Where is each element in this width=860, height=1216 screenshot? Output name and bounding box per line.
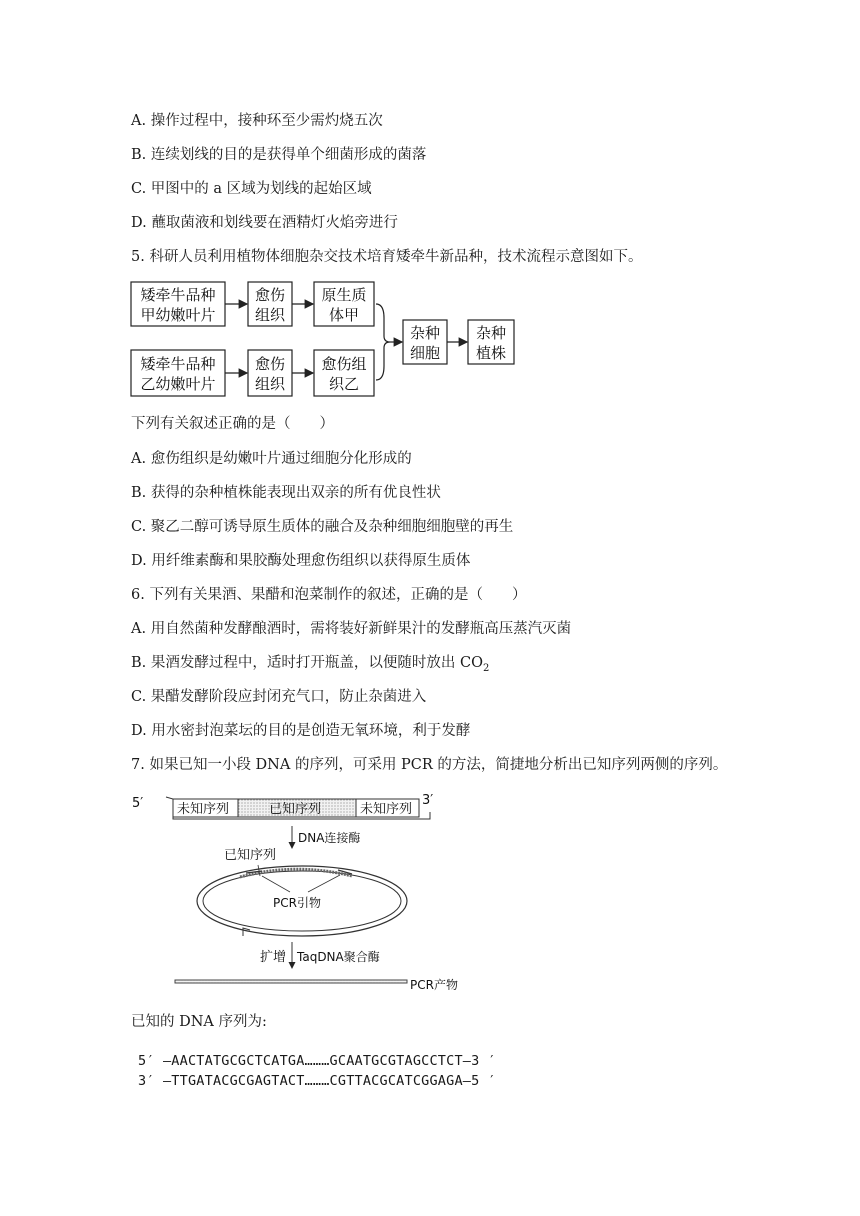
polymerase-label: TaqDNA聚合酶	[297, 950, 380, 964]
top-callus-l1: 愈伤	[254, 286, 286, 304]
pcr-product-bar	[175, 980, 407, 983]
hybrid-plant-l2: 植株	[475, 344, 507, 362]
five-prime-label: 5′	[132, 796, 144, 811]
q5-option-b: B. 获得的杂种植株能表现出双亲的所有优良性状	[131, 485, 441, 501]
top-proto-l2: 体甲	[328, 306, 360, 324]
brace	[376, 304, 390, 380]
hybrid-cell-l1: 杂种	[409, 324, 441, 342]
q5-option-a: A. 愈伤组织是幼嫩叶片通过细胞分化形成的	[131, 451, 412, 467]
q7-pcr-diagram	[130, 790, 470, 995]
q6-option-b	[131, 653, 489, 679]
bot-leaf-l1: 矮牵牛品种	[140, 355, 216, 373]
primer-label: PCR引物	[273, 896, 321, 910]
bot-leaf-l2: 乙幼嫩叶片	[140, 375, 216, 393]
q6-option-b-text: B. 果酒发酵过程中，适时打开瓶盖，以便随时放出 CO	[131, 655, 483, 671]
q5-flow-diagram	[128, 278, 528, 402]
bot-callus-l2: 组织	[254, 375, 286, 393]
ligase-label: DNA连接酶	[298, 831, 361, 845]
top-leaf-l2: 甲幼嫩叶片	[140, 306, 216, 324]
top-leaf-l1: 矮牵牛品种	[140, 286, 216, 304]
seq-line-1: 5′ —AACTATGCGCTCATGA………GCAATGCGTAGCCTCT—3 ′	[138, 1053, 497, 1069]
co2-subscript: 2	[482, 662, 490, 674]
known-label: 已知序列	[269, 802, 322, 817]
hybrid-cell-l2: 细胞	[409, 344, 441, 362]
hybrid-plant-l1: 杂种	[475, 324, 507, 342]
q5-question: 下列有关叙述正确的是（ ）	[131, 416, 334, 432]
bot-callus-l1: 愈伤	[254, 355, 286, 373]
q5-stem: 5. 科研人员利用植物体细胞杂交技术培育矮牵牛新品种，技术流程示意图如下。	[131, 249, 643, 265]
bot-callus2-l2: 织乙	[328, 375, 360, 393]
three-prime-label: 3′	[422, 793, 434, 808]
known-region-arc	[240, 869, 352, 877]
bot-callus2-l1: 愈伤组	[321, 355, 367, 373]
q4-option-c: C. 甲图中的 a 区域为划线的起始区域	[131, 181, 372, 197]
q7-known-seq-heading: 已知的 DNA 序列为:	[131, 1014, 267, 1030]
q6-stem: 6. 下列有关果酒、果醋和泡菜制作的叙述，正确的是（ ）	[131, 587, 527, 603]
amplify-label: 扩增	[260, 950, 287, 965]
q4-option-a: A. 操作过程中，接种环至少需灼烧五次	[131, 113, 383, 129]
q6-option-c: C. 果醋发酵阶段应封闭充气口，防止杂菌进入	[131, 689, 427, 705]
q5-option-c: C. 聚乙二醇可诱导原生质体的融合及杂种细胞细胞壁的再生	[131, 519, 514, 535]
pcr-product-label: PCR产物	[410, 978, 458, 992]
q7-stem: 7. 如果已知一小段 DNA 的序列，可采用 PCR 的方法，简捷地分析出已知序列两侧的序列。	[131, 757, 728, 773]
unknown-left-label: 未知序列	[177, 802, 230, 817]
known-seq-label: 已知序列	[224, 848, 277, 863]
unknown-right-label: 未知序列	[360, 802, 413, 817]
q5-option-d: D. 用纤维素酶和果胶酶处理愈伤组织以获得原生质体	[131, 553, 471, 569]
top-callus-l2: 组织	[254, 306, 286, 324]
q4-option-b: B. 连续划线的目的是获得单个细菌形成的菌落	[131, 147, 427, 163]
q6-option-d: D. 用水密封泡菜坛的目的是创造无氧环境，利于发酵	[131, 723, 471, 739]
q6-option-a: A. 用自然菌种发酵酿酒时，需将装好新鲜果汁的发酵瓶高压蒸汽灭菌	[131, 621, 572, 637]
seq-line-2: 3′ —TTGATACGCGAGTACT………CGTTACGCATCGGAGA—5 ′	[138, 1073, 497, 1089]
q4-option-d: D. 蘸取菌液和划线要在酒精灯火焰旁进行	[131, 215, 398, 231]
top-proto-l1: 原生质	[321, 286, 367, 304]
